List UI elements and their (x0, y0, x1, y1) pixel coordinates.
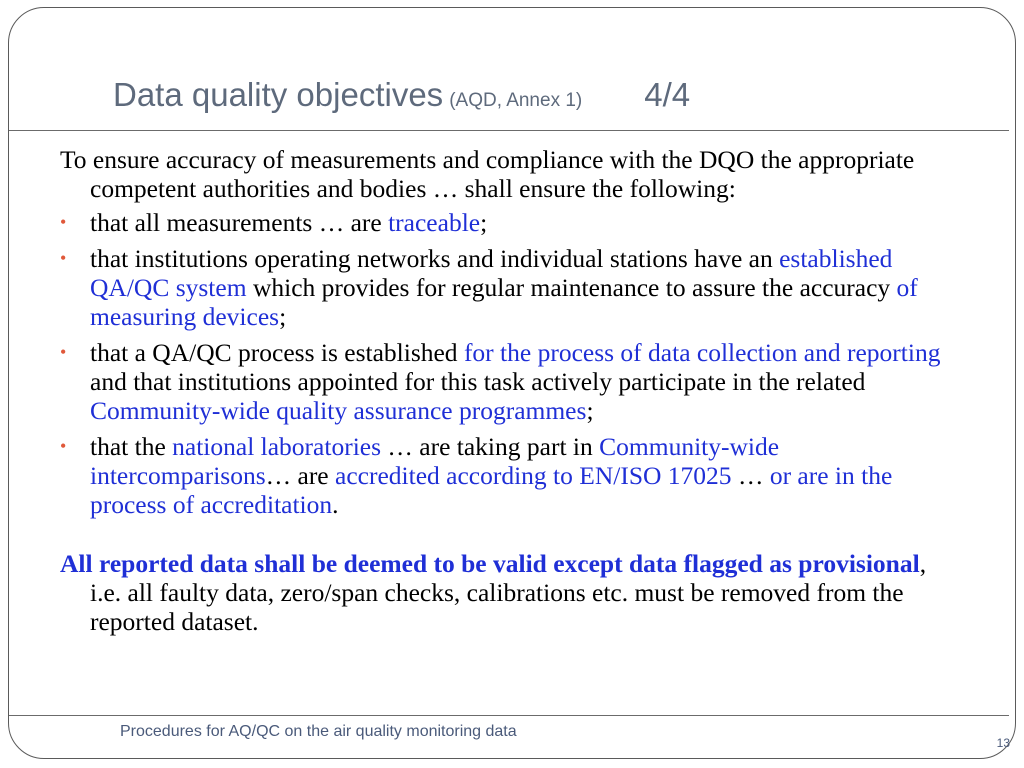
highlight-text: traceable (388, 208, 481, 237)
bullet-marker-icon: • (60, 212, 67, 232)
bullet-text: that all measurements … are (90, 208, 389, 237)
footer-divider (9, 715, 1009, 716)
bullet-marker-icon: • (60, 248, 67, 268)
bullet-item (60, 208, 960, 237)
bullet-text: and that institutions appointed for this task actively participate in the related (90, 367, 866, 396)
title-subtitle: (AQD, Annex 1) (449, 90, 583, 111)
highlight-text: for the process of data collection and reporting (463, 338, 941, 367)
bullet-text: ; (586, 396, 594, 425)
bullet-item (60, 432, 960, 519)
bullet-item (60, 244, 960, 331)
intro-paragraph: To ensure accuracy of measurements and compliance with the DQO the appropriate competent authorities and bodies … shall ensure the following: (60, 145, 915, 203)
bullet-text: ; (279, 302, 287, 331)
bullet-text: which provides for regular maintenance to assure the accuracy (246, 273, 897, 302)
bullet-text: that institutions operating networks and individual stations have an (90, 244, 780, 273)
bullet-marker-icon: • (60, 436, 67, 456)
bullet-marker-icon: • (60, 342, 67, 362)
highlight-text: national laboratories (172, 432, 382, 461)
closing-paragraph (60, 549, 960, 636)
title-page-fraction: 4/4 (644, 76, 691, 113)
closing-emphasis: All reported data shall be deemed to be valid except data flagged as provisional (60, 549, 920, 578)
bullet-text: … are taking part in (381, 432, 600, 461)
highlight-text: of measuring devices (90, 273, 918, 331)
bullet-text: that a QA/QC process is established (90, 338, 464, 367)
closing-text: , i.e. all faulty data, zero/span checks, calibrations etc. must be removed from the reported dataset. (90, 549, 927, 636)
highlight-text: accredited according to EN/ISO 17025 (335, 461, 732, 490)
highlight-text: Community-wide intercomparisons (90, 432, 780, 490)
bullet-list (60, 208, 960, 519)
title-divider (9, 130, 1009, 131)
footer-text: Procedures for AQ/QC on the air quality monitoring data (120, 723, 517, 740)
bullet-text: … (731, 461, 770, 490)
highlight-text: Community-wide quality assurance programmes (90, 396, 587, 425)
bullet-text: . (332, 490, 339, 519)
highlight-text: or are in the process of accreditation (90, 461, 893, 519)
bullet-text: that the (90, 432, 173, 461)
slide-body (60, 145, 960, 636)
slide-title (113, 76, 690, 114)
bullet-text: … are (265, 461, 336, 490)
bullet-text: ; (480, 208, 488, 237)
page-number: 13 (996, 736, 1010, 750)
highlight-text: established QA/QC system (90, 244, 893, 302)
title-main: Data quality objectives (113, 76, 444, 113)
bullet-item (60, 338, 960, 425)
